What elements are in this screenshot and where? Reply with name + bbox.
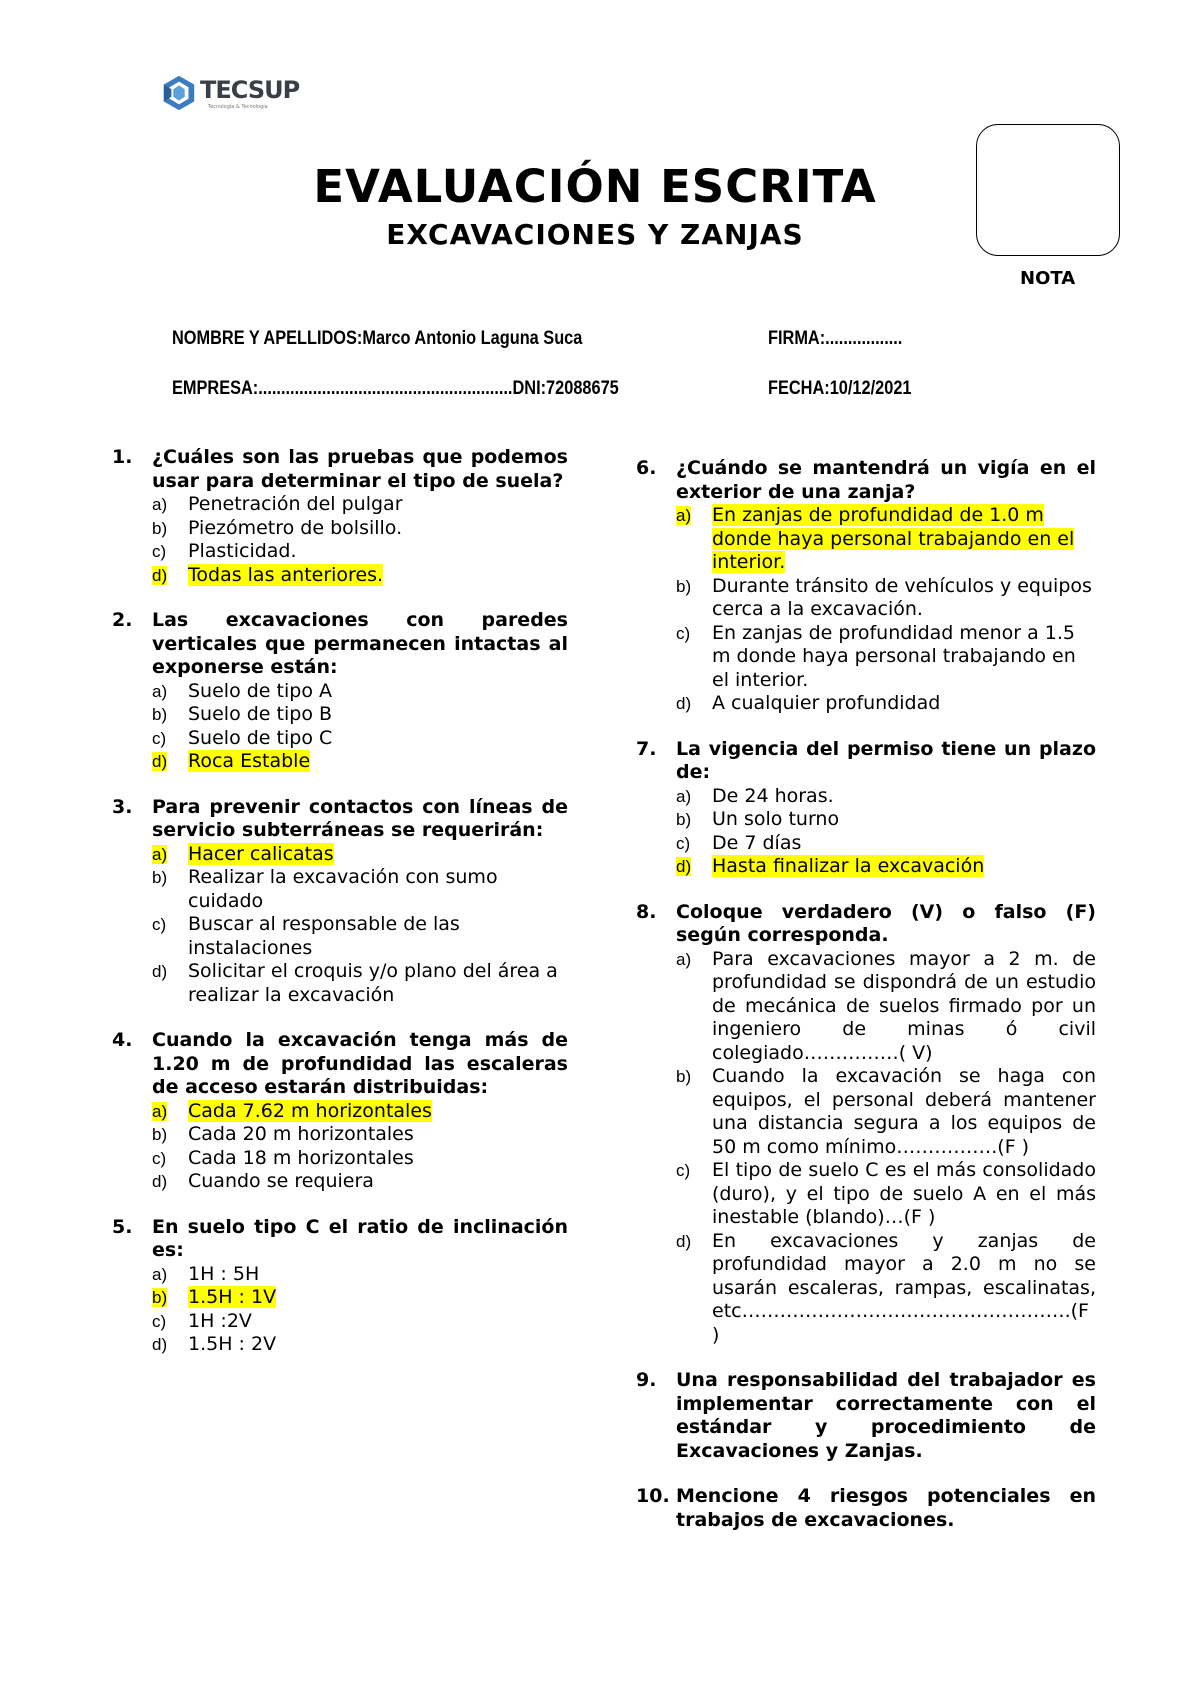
option-letter: b) <box>152 1125 168 1144</box>
question-1 <box>112 446 568 587</box>
question-3 <box>112 796 568 1008</box>
answer-option <box>152 750 568 774</box>
option-text: De 7 días <box>712 831 802 854</box>
answer-option <box>152 1333 568 1357</box>
question-text: Cuando la excavación tenga más de 1.20 m de profundidad las escaleras de acceso estarán distribuidas: <box>152 1029 568 1098</box>
option-text: Suelo de tipo A <box>188 679 332 702</box>
question-number: 2. <box>112 609 133 631</box>
answer-option <box>152 1263 568 1287</box>
question-text: Para prevenir contactos con líneas de servicio subterráneas se requerirán: <box>152 795 568 841</box>
answer-option <box>152 1286 568 1310</box>
question-number: 3. <box>112 795 133 818</box>
question-10 <box>636 1485 1096 1532</box>
option-letter: a) <box>676 506 692 525</box>
option-text-highlighted: Cada 7.62 m horizontales <box>188 1099 432 1122</box>
option-text: Cuando se requiera <box>188 1170 374 1192</box>
option-text-highlighted: 1.5H : 1V <box>188 1286 277 1308</box>
question-text: ¿Cuáles son las pruebas que podemos usar para determinar el tipo de suela? <box>152 446 568 492</box>
grade-box <box>976 124 1120 256</box>
question-text: En suelo tipo C el ratio de inclinación es: <box>152 1215 568 1261</box>
page-subtitle: EXCAVACIONES Y ZANJAS <box>386 218 804 251</box>
question-heading <box>636 457 1096 504</box>
answer-option <box>152 680 568 704</box>
option-letter: b) <box>152 705 168 724</box>
option-letter: b) <box>676 576 692 596</box>
option-letter: c) <box>676 623 691 643</box>
question-8 <box>636 901 1096 1348</box>
question-number: 6. <box>636 457 657 479</box>
option-letter: d) <box>152 962 168 981</box>
question-7 <box>636 738 1096 879</box>
answer-options <box>112 843 568 1008</box>
option-letter: c) <box>152 542 167 561</box>
question-heading <box>636 738 1096 785</box>
answer-options <box>636 948 1096 1348</box>
option-text: En excavaciones y zanjas de profundidad mayor a 2.0 m no se usarán escaleras, rampas, escalinatas, etc…………………………………………….(F ) <box>712 1229 1096 1346</box>
answer-option <box>676 504 1096 575</box>
option-text: Durante tránsito de vehículos y equipos cerca a la excavación. <box>712 574 1092 620</box>
answer-option <box>676 622 1096 693</box>
option-text: Piezómetro de bolsillo. <box>188 516 403 539</box>
question-4 <box>112 1029 568 1194</box>
option-text: 1H : 5H <box>188 1262 260 1285</box>
answer-option <box>152 540 568 564</box>
question-heading <box>112 609 568 680</box>
tecsup-logo <box>160 74 305 116</box>
option-letter: d) <box>152 1335 168 1354</box>
answer-option <box>676 855 1096 879</box>
answer-option <box>676 832 1096 856</box>
company-dni-line: EMPRESA:........................................................DNI:72088675 <box>172 378 619 399</box>
answer-option <box>152 866 568 913</box>
option-letter: c) <box>676 1161 691 1180</box>
answer-option <box>676 948 1096 1066</box>
answer-option <box>676 575 1096 622</box>
option-letter: b) <box>152 518 168 538</box>
option-letter: a) <box>152 681 168 701</box>
option-text: El tipo de suelo C es el más consolidado (duro), y el tipo de suelo A en el más inestable (blando)…(F ) <box>712 1159 1096 1228</box>
question-heading <box>636 1485 1096 1532</box>
option-letter: a) <box>152 1264 168 1284</box>
answer-option <box>152 493 568 517</box>
option-text: Para excavaciones mayor a 2 m. de profundidad se dispondrá de un estudio de mecánica de suelos firmado por un ingeniero de minas ó civil colegiado……………( V) <box>712 947 1096 1064</box>
option-text: Cada 18 m horizontales <box>188 1146 414 1169</box>
option-letter: d) <box>676 694 692 713</box>
option-letter: a) <box>676 786 692 806</box>
answer-option <box>676 692 1096 716</box>
question-heading <box>112 1216 568 1263</box>
answer-option <box>676 1065 1096 1159</box>
name-line: NOMBRE Y APELLIDOS:Marco Antonio Laguna Suca <box>172 328 583 349</box>
question-text: Coloque verdadero (V) o falso (F) según corresponda. <box>676 900 1096 946</box>
answer-option <box>152 564 568 588</box>
answer-options <box>112 680 568 774</box>
option-text: Un solo turno <box>712 808 840 830</box>
question-6 <box>636 457 1096 716</box>
question-text: ¿Cuándo se mantendrá un vigía en el exterior de una zanja? <box>676 457 1096 503</box>
option-text: Cuando la excavación se haga con equipos, el personal deberá mantener una distancia segura a los equipos de 50 m como mínimo…………….(F ) <box>712 1065 1096 1158</box>
questions-left-column <box>112 446 568 1379</box>
question-9 <box>636 1369 1096 1463</box>
logo-tagline: Tecnología & Tecnología <box>208 104 268 110</box>
question-heading <box>112 1029 568 1100</box>
option-letter: c) <box>152 728 167 748</box>
option-letter: b) <box>152 868 168 887</box>
option-text: Plasticidad. <box>188 540 297 562</box>
option-text-highlighted: Roca Estable <box>188 750 311 772</box>
question-heading <box>636 1369 1096 1463</box>
question-heading <box>636 901 1096 948</box>
option-text: 1H :2V <box>188 1309 252 1332</box>
option-text-highlighted: Hacer calicatas <box>188 842 334 865</box>
question-text: Las excavaciones con paredes verticales que permanecen intactas al exponerse están: <box>152 609 568 678</box>
answer-options <box>636 785 1096 879</box>
option-letter: a) <box>152 495 168 514</box>
question-2 <box>112 609 568 774</box>
option-letter: a) <box>152 1101 168 1121</box>
option-letter: a) <box>152 844 168 864</box>
questions-right-column <box>636 457 1096 1554</box>
answer-option <box>152 1147 568 1171</box>
option-letter: b) <box>676 810 692 829</box>
question-text: La vigencia del permiso tiene un plazo de: <box>676 737 1096 783</box>
option-text: En zanjas de profundidad menor a 1.5 m donde haya personal trabajando en el interior. <box>712 621 1076 691</box>
option-text: Realizar la excavación con sumo cuidado <box>188 866 498 912</box>
answer-option <box>676 1230 1096 1348</box>
option-letter: c) <box>152 1311 167 1331</box>
question-text: Una responsabilidad del trabajador es implementar correctamente con el estándar y procedimiento de Excavaciones y Zanjas. <box>676 1369 1096 1462</box>
question-number: 1. <box>112 446 133 468</box>
option-letter: d) <box>152 565 168 585</box>
option-letter: d) <box>152 1172 168 1191</box>
question-number: 5. <box>112 1215 133 1238</box>
question-heading <box>112 446 568 493</box>
question-heading <box>112 796 568 843</box>
question-5 <box>112 1216 568 1357</box>
option-letter: d) <box>676 857 692 876</box>
answer-option <box>152 1310 568 1334</box>
question-number: 9. <box>636 1369 657 1391</box>
option-letter: d) <box>676 1231 692 1251</box>
answer-option <box>152 913 568 960</box>
question-number: 8. <box>636 900 657 923</box>
option-letter: b) <box>676 1067 692 1086</box>
answer-option <box>152 703 568 727</box>
question-number: 4. <box>112 1029 133 1051</box>
logo-wordmark: TECSUP <box>200 76 300 104</box>
answer-options <box>112 493 568 587</box>
option-text-highlighted: Todas las anteriores. <box>188 563 384 586</box>
answer-option <box>152 1100 568 1124</box>
tecsup-emblem-icon <box>160 74 198 112</box>
option-letter: a) <box>676 949 692 969</box>
answer-option <box>152 727 568 751</box>
question-number: 7. <box>636 737 657 760</box>
option-text: Penetración del pulgar <box>188 493 403 515</box>
question-number: 10. <box>636 1485 670 1507</box>
option-letter: c) <box>152 915 167 934</box>
option-text-highlighted: En zanjas de profundidad de 1.0 m donde haya personal trabajando en el interior. <box>712 504 1075 573</box>
option-text: 1.5H : 2V <box>188 1333 277 1355</box>
answer-option <box>152 517 568 541</box>
option-letter: b) <box>152 1288 168 1307</box>
option-text: Solicitar el croquis y/o plano del área a realizar la excavación <box>188 960 558 1006</box>
answer-options <box>112 1100 568 1194</box>
answer-options <box>636 504 1096 716</box>
question-text: Mencione 4 riesgos potenciales en trabajos de excavaciones. <box>676 1485 1096 1531</box>
option-text: A cualquier profundidad <box>712 692 941 714</box>
answer-option <box>152 1123 568 1147</box>
option-letter: c) <box>676 833 691 853</box>
grade-label: NOTA <box>1020 268 1076 289</box>
option-text: Cada 20 m horizontales <box>188 1123 414 1145</box>
option-text: Suelo de tipo B <box>188 703 333 725</box>
answer-option <box>152 960 568 1007</box>
option-letter: c) <box>152 1148 167 1168</box>
option-text-highlighted: Hasta finalizar la excavación <box>712 855 985 877</box>
option-letter: d) <box>152 752 168 771</box>
date-line: FECHA:10/12/2021 <box>768 378 912 399</box>
answer-option <box>676 785 1096 809</box>
answer-option <box>152 843 568 867</box>
answer-option <box>676 808 1096 832</box>
answer-option <box>152 1170 568 1194</box>
answer-options <box>112 1263 568 1357</box>
option-text: Buscar al responsable de las instalaciones <box>188 913 460 959</box>
option-text: Suelo de tipo C <box>188 726 333 749</box>
answer-option <box>676 1159 1096 1230</box>
signature-line: FIRMA:................. <box>768 328 903 349</box>
option-text: De 24 horas. <box>712 784 834 807</box>
page-title: EVALUACIÓN ESCRITA <box>313 160 877 213</box>
